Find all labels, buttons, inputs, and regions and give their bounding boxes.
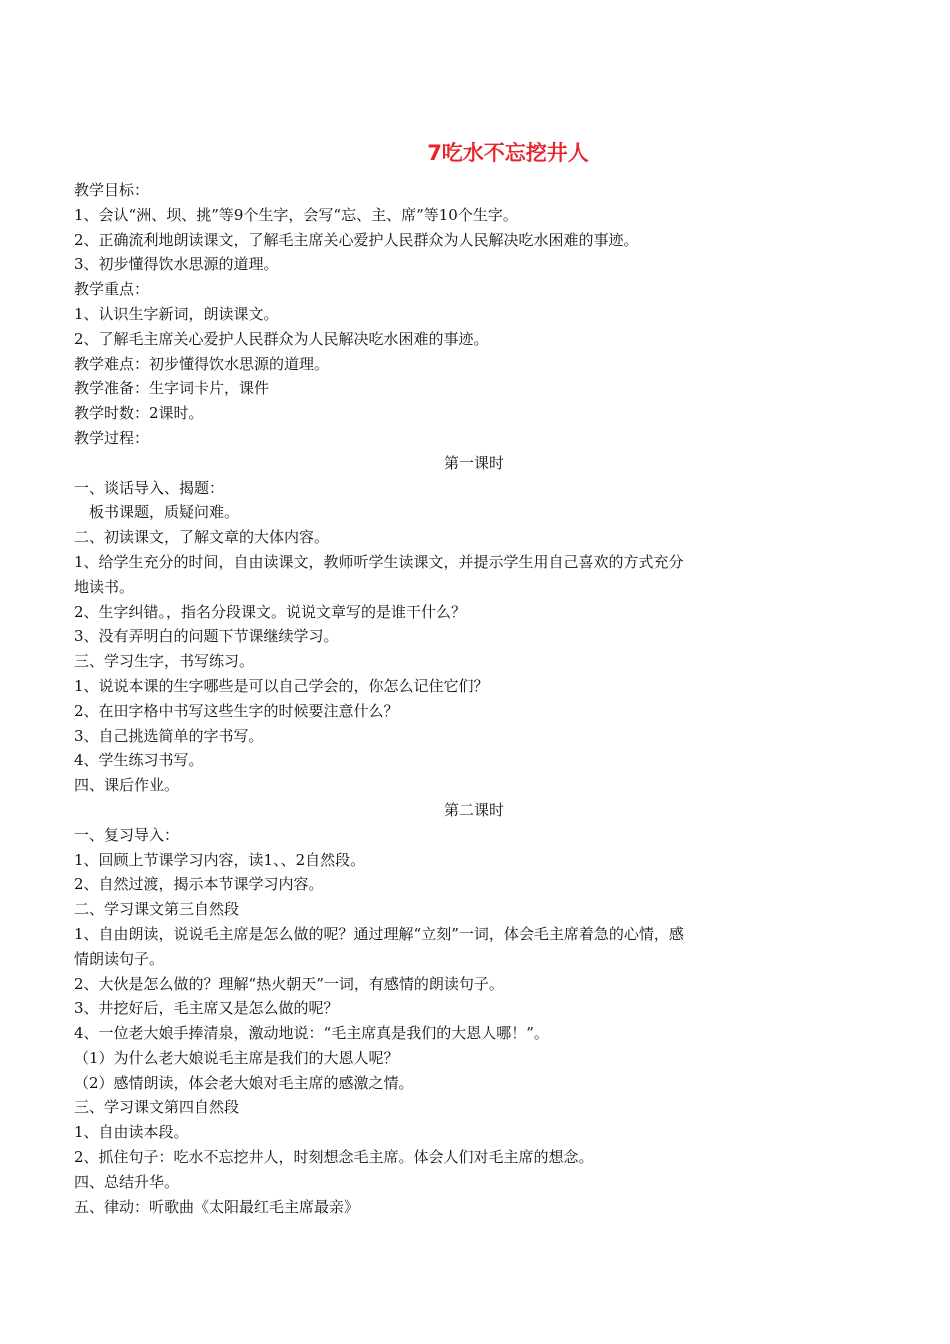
text-line: 二、初读课文，了解文章的大体内容。 [74,528,330,547]
text-line: 2、大伙是怎么做的？理解“热火朝天”一词，有感情的朗读句子。 [74,974,504,993]
text-line: 2、正确流利地朗读课文，了解毛主席关心爱护人民群众为人民解决吃水困难的事迹。 [74,230,639,249]
text-line: 五、律动：听歌曲《太阳最红毛主席最亲》 [74,1197,360,1216]
section-heading-lesson-1: 第一课时 [443,453,504,472]
text-line: 1、说说本课的生字哪些是可以自己学会的，你怎么记住它们？ [74,676,489,695]
text-line: 二、学习课文第三自然段 [74,900,240,919]
text-line: 3、初步懂得饮水思源的道理。 [74,255,279,274]
text-line: 2、在田字格中书写这些生字的时候要注意什么？ [74,701,399,720]
text-line: 3、自己挑选简单的字书写。 [74,726,264,745]
text-line: 2、抓住句子：吃水不忘挖井人，时刻想念毛主席。体会人们对毛主席的想念。 [74,1148,594,1167]
text-line: （1）为什么老大娘说毛主席是我们的大恩人呢？ [74,1048,399,1067]
document-body [74,178,794,1219]
text-line: 1、认识生字新词，朗读课文。 [74,304,279,323]
text-line: 2、了解毛主席关心爱护人民群众为人民解决吃水困难的事迹。 [74,329,489,348]
text-line: 教学准备：生字词卡片，课件 [74,379,270,398]
text-line: 板书课题，质疑问难。 [89,503,240,522]
text-line: 教学难点：初步懂得饮水思源的道理。 [74,354,330,373]
text-line: 1、会认“洲、坝、挑”等9个生字，会写“忘、主、席”等10个生字。 [74,205,518,224]
text-line: 四、课后作业。 [74,776,180,795]
text-line: 3、井挖好后，毛主席又是怎么做的呢？ [74,999,339,1018]
document-title: 7吃水不忘挖井人 [427,141,589,165]
text-line: 教学时数：2课时。 [74,404,204,423]
text-line: 3、没有弄明白的问题下节课继续学习。 [74,627,339,646]
text-line: 三、学习课文第四自然段 [74,1098,240,1117]
text-line: 一、复习导入： [74,825,180,844]
text-line: 4、学生练习书写。 [74,751,204,770]
text-line: 教学目标： [74,181,150,199]
text-line: 1、自由朗读，说说毛主席是怎么做的呢？通过理解“立刻”一词，体会毛主席着急的心情，感 [74,924,684,943]
text-line: 1、回顾上节课学习内容，读1、、2自然段。 [74,850,366,869]
text-line: 三、学习生字，书写练习。 [74,652,255,671]
text-line: 教学重点： [74,280,150,299]
text-line: 2、自然过渡，揭示本节课学习内容。 [74,875,324,894]
text-line: 情朗读句子。 [74,949,165,968]
text-line: 地读书。 [74,577,135,596]
text-line: 1、自由读本段。 [74,1123,189,1142]
text-line: （2）感情朗读，体会老大娘对毛主席的感激之情。 [74,1073,414,1092]
text-line: 2、生字纠错。，指名分段课文。说说文章写的是谁干什么？ [74,602,467,621]
text-line: 1、给学生充分的时间，自由读课文，教师听学生读课文，并提示学生用自己喜欢的方式充分 [74,552,684,571]
text-line: 4、一位老大娘手捧清泉，激动地说：“毛主席真是我们的大恩人哪！”。 [74,1024,549,1043]
text-line: 教学过程： [74,428,150,447]
text-line: 四、总结升华。 [74,1172,180,1191]
text-line: 一、谈话导入、揭题： [74,478,225,497]
section-heading-lesson-2: 第二课时 [443,800,504,819]
